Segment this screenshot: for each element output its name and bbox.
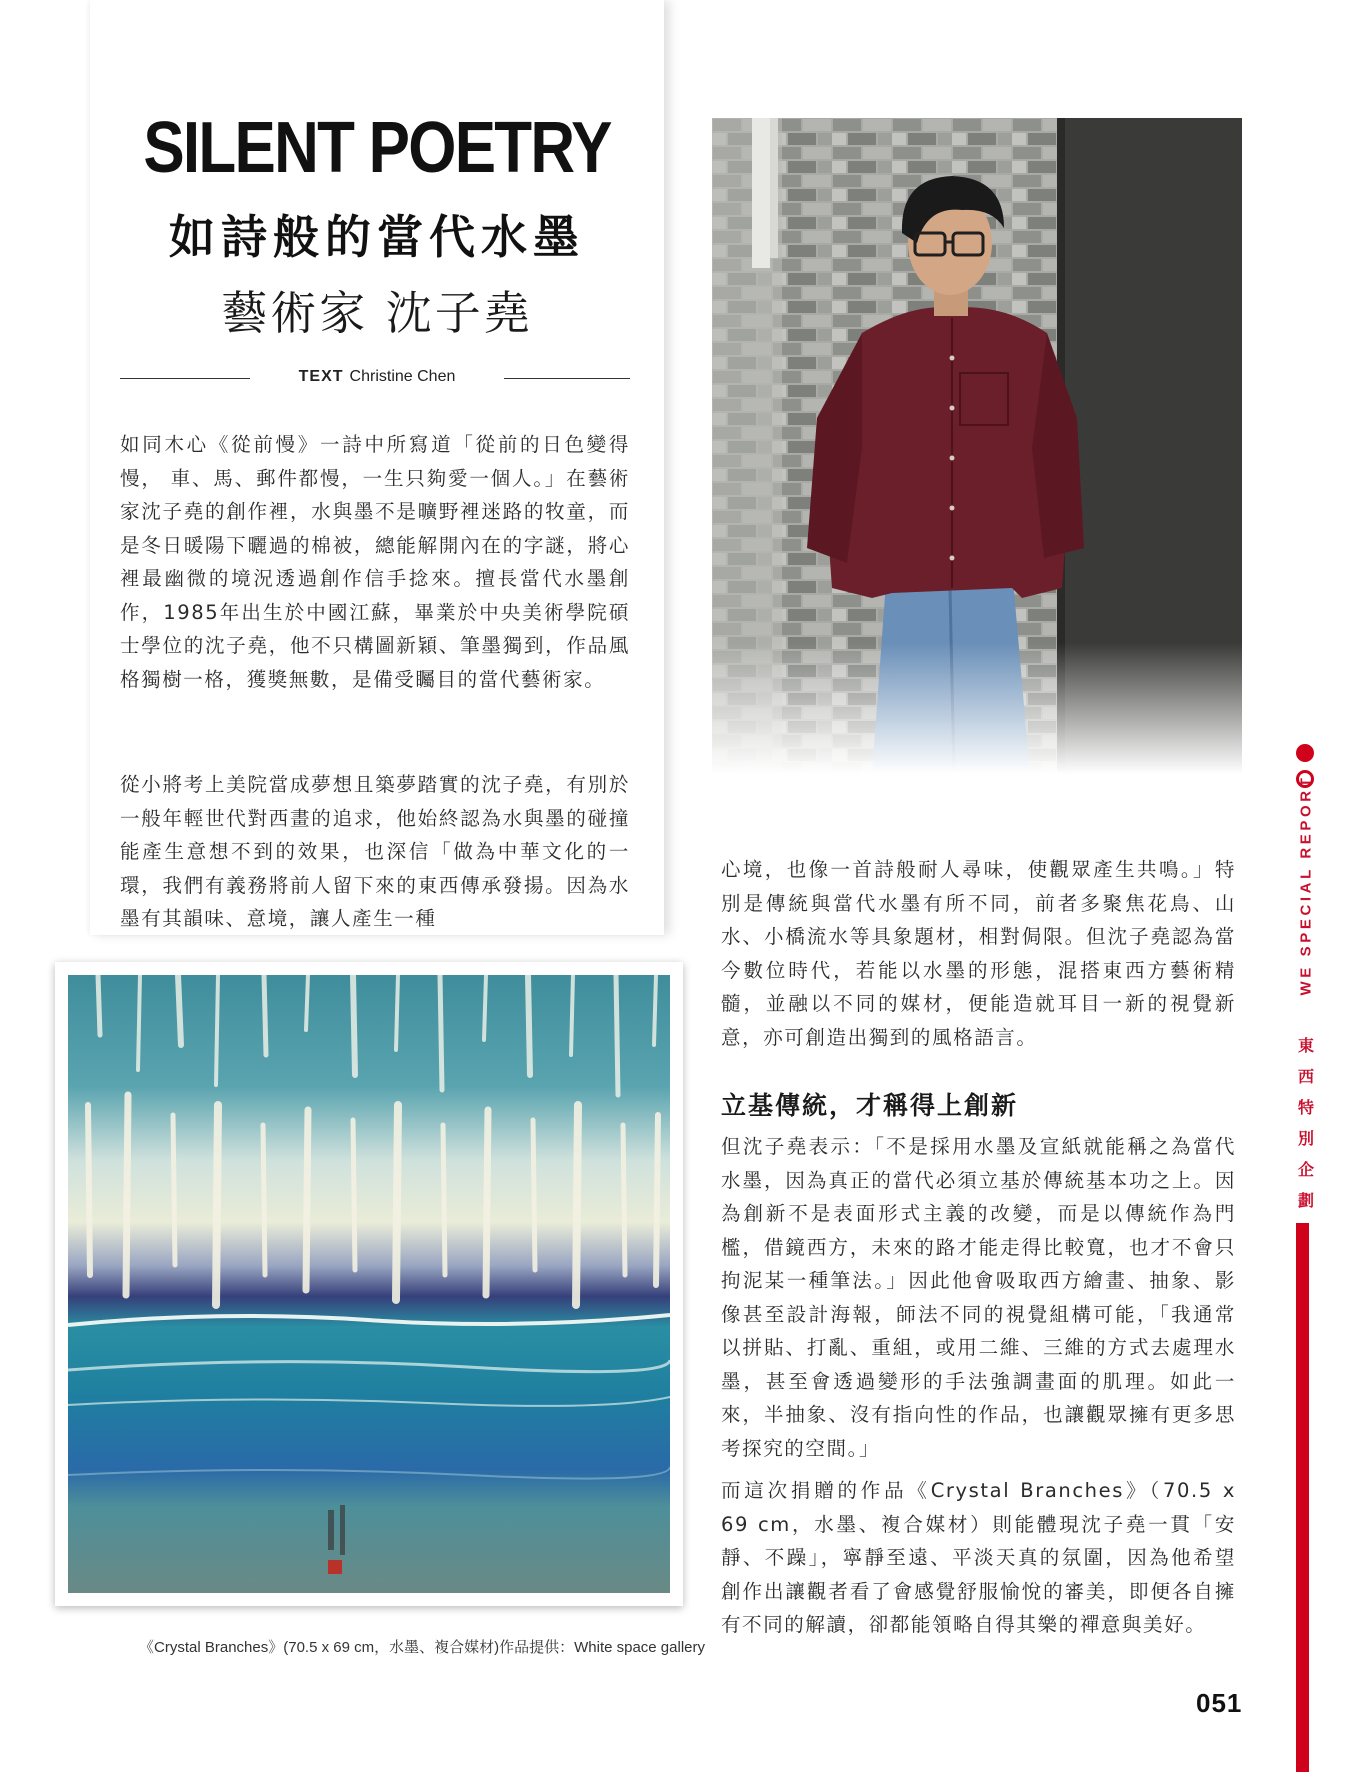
section-label-chinese (1294, 1030, 1318, 1216)
byline-label: TEXT (298, 368, 344, 385)
byline (260, 368, 494, 386)
section-char: 企 (1297, 1160, 1314, 1179)
paragraph-dream: 從小將考上美院當成夢想且築夢踏實的沈子堯，有別於一般年輕世代對西畫的追求，他始終認為水與墨的碰撞能產生意想不到的效果，也深信「做為中華文化的一環，我們有義務將前人留下來的東西傳承發揚。因為水墨有其韻味、意境，讓人產生一種 (120, 773, 630, 930)
artwork-illustration (68, 975, 670, 1593)
section-char: 劃 (1297, 1191, 1314, 1210)
artwork-image (55, 962, 683, 1606)
paragraph-resonance: 心境，也像一首詩般耐人尋味，使觀眾產生共鳴。」特別是傳統與當代水墨有所不同，前者多聚焦花鳥、山水、小橋流水等具象題材，相對侷限。但沈子堯認為當今數位時代，若能以水墨的形態，混搭東西方藝術精髓，並融以不同的媒材，便能造就耳目一新的視覺新意，亦可創造出獨到的風格語言。 (721, 858, 1236, 1049)
artist-name: 藝術家 沈子堯 (221, 286, 533, 340)
artist-photo (712, 118, 1242, 774)
section-char: 東 (1297, 1036, 1314, 1055)
section-char: 特 (1297, 1098, 1314, 1117)
section-heading: 立基傳統，才稱得上創新 (721, 1091, 1019, 1120)
artist-photo-illustration (712, 118, 1242, 774)
paragraph-tradition: 但沈子堯表示：「不是採用水墨及宣紙就能稱之為當代水墨，因為真正的當代必須立基於傳統基本功之上。因為創新不是表面形式主義的改變，而是以傳統作為門檻，借鏡西方，未來的路才能走得比較寬，也才不會只拘泥某一種筆法。」因此他會吸取西方繪畫、抽象、影像甚至設計海報，師法不同的視覺組構可能，「我通常以拼貼、打亂、重組，或用二維、三維的方式去處理水墨，甚至會透過變形的手法強調畫面的肌理。如此一來，半抽象、沒有指向性的作品，也讓觀眾擁有更多思考探究的空間。」 (721, 1135, 1236, 1460)
title-english: SILENT POETRY (143, 108, 611, 188)
section-label-english-text: WE SPECIAL REPORT (1297, 774, 1315, 996)
page-number: 051 (1196, 1688, 1243, 1718)
section-char: 別 (1297, 1129, 1314, 1148)
section-char: 西 (1297, 1067, 1314, 1086)
section-accent-bar (1296, 1223, 1309, 1772)
byline-author: Christine Chen (349, 368, 456, 385)
paragraph-intro: 如同木心《從前慢》一詩中所寫道「從前的日色變得慢， 車、馬、郵件都慢，一生只夠愛一個人。」在藝術家沈子堯的創作裡，水與墨不是曠野裡迷路的牧童，而是冬日暖陽下曬過的棉被，總能解開內在的字謎，將心裡最幽微的境況透過創作信手捻來。擅長當代水墨創作，1985年出生於中國江蘇，畢業於中央美術學院碩士學位的沈子堯，他不只構圖新穎、筆墨獨到，作品風格獨樹一格，獲獎無數，是備受矚目的當代藝術家。 (120, 433, 630, 691)
section-label-english (1296, 740, 1316, 1030)
paragraph-donation: 而這次捐贈的作品《Crystal Branches》（70.5 x 69 cm，水墨、複合媒材）則能體現沈子堯一貫「安靜、不躁」，寧靜至遠、平淡天真的氛圍，因為他希望創作出讓觀者看了會感覺舒服愉悅的審美，即便各自擁有不同的解讀，卻都能領略自得其樂的禪意與美好。 (721, 1479, 1236, 1636)
title-chinese: 如詩般的當代水墨 (169, 210, 585, 264)
artwork-caption: 《Crystal Branches》(70.5 x 69 cm，水墨、複合媒材)作品提供：White space gallery (139, 1639, 705, 1656)
byline-rule-left (120, 378, 250, 379)
byline-rule-right (504, 378, 630, 379)
